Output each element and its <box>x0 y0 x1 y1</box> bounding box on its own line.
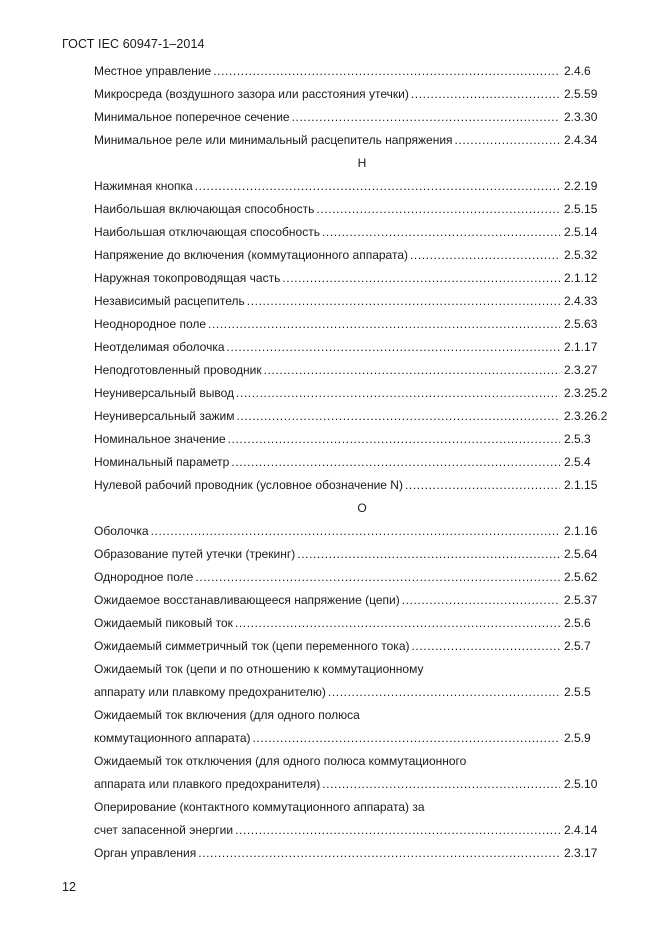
dot-leader <box>282 267 560 290</box>
index-entry <box>94 451 612 474</box>
index-entry <box>94 773 612 796</box>
dot-leader <box>322 221 560 244</box>
dot-leader <box>198 842 560 865</box>
dot-leader <box>228 428 560 451</box>
index-term: Нажимная кнопка <box>94 179 193 193</box>
index-reference: 2.5.62 <box>564 570 598 584</box>
index-reference: 2.4.33 <box>564 294 598 308</box>
index-term: Минимальное поперечное сечение <box>94 110 290 124</box>
index-entry-continued-term: Ожидаемый ток включения (для одного полюса <box>94 708 360 722</box>
index-entry <box>94 727 612 750</box>
index-entry <box>94 198 612 221</box>
dot-leader <box>292 106 560 129</box>
index-entry <box>94 175 612 198</box>
dot-leader <box>411 83 560 106</box>
section-letter-heading: О <box>357 501 367 515</box>
index-term: Однородное поле <box>94 570 194 584</box>
index-reference: 2.3.17 <box>564 846 598 860</box>
dot-leader <box>297 543 560 566</box>
index-term: Ожидаемый симметричный ток (цепи переменного тока) <box>94 639 410 653</box>
index-term: Ожидаемый пиковый ток <box>94 616 233 630</box>
index-reference: 2.1.12 <box>564 271 598 285</box>
index-term: коммутационного аппарата) <box>94 731 251 745</box>
document-header: ГОСТ IEC 60947-1–2014 <box>62 37 205 51</box>
dot-leader <box>227 336 560 359</box>
index-term: Местное управление <box>94 64 212 78</box>
index-entry-continued-term: Ожидаемый ток отключения (для одного полюса коммутационного <box>94 754 467 768</box>
index-entry <box>94 106 612 129</box>
index-reference: 2.5.6 <box>564 616 591 630</box>
index-reference: 2.3.27 <box>564 363 598 377</box>
index-term: Неотделимая оболочка <box>94 340 225 354</box>
index-reference: 2.3.30 <box>564 110 598 124</box>
index-reference: 2.5.4 <box>564 455 591 469</box>
index-entry <box>94 129 612 152</box>
dot-leader <box>322 773 560 796</box>
index-term: Напряжение до включения (коммутационного аппарата) <box>94 248 408 262</box>
index-entry <box>94 520 612 543</box>
index-reference: 2.5.15 <box>564 202 598 216</box>
index-entry <box>94 612 612 635</box>
index-term: аппарата или плавкого предохранителя) <box>94 777 321 791</box>
dot-leader <box>316 198 560 221</box>
index-reference: 2.1.17 <box>564 340 598 354</box>
index-entry-continued-term: Оперирование (контактного коммутационного аппарата) за <box>94 800 425 814</box>
index-term: Нулевой рабочий проводник (условное обозначение N) <box>94 478 403 492</box>
index-reference: 2.5.37 <box>564 593 598 607</box>
dot-leader <box>253 727 561 750</box>
index-term: Номинальное значение <box>94 432 226 446</box>
index-reference: 2.5.3 <box>564 432 591 446</box>
index-reference: 2.4.34 <box>564 133 598 147</box>
index-reference: 2.1.16 <box>564 524 598 538</box>
section-letter-heading: Н <box>357 156 367 170</box>
dot-leader <box>231 451 560 474</box>
index-reference: 2.5.64 <box>564 547 598 561</box>
index-term: Номинальный параметр <box>94 455 230 469</box>
index-term: Ожидаемое восстанавливающееся напряжение (цепи) <box>94 593 400 607</box>
dot-leader <box>410 244 560 267</box>
dot-leader <box>213 60 560 83</box>
index-reference: 2.4.6 <box>564 64 591 78</box>
dot-leader <box>195 175 560 198</box>
index-entry <box>94 566 612 589</box>
index-term: Орган управления <box>94 846 197 860</box>
index-entry-continued-term: Ожидаемый ток (цепи и по отношению к коммутационному <box>94 662 424 676</box>
dot-leader <box>235 612 560 635</box>
index-reference: 2.5.14 <box>564 225 598 239</box>
dot-leader <box>455 129 560 152</box>
index-term: Неуниверсальный вывод <box>94 386 234 400</box>
dot-leader <box>264 359 560 382</box>
page-number: 12 <box>62 880 76 894</box>
index-term: Минимальное реле или минимальный расцепитель напряжения <box>94 133 453 147</box>
index-term: Микросреда (воздушного зазора или расстояния утечки) <box>94 87 409 101</box>
index-entry <box>94 405 612 428</box>
index-term: Наибольшая отключающая способность <box>94 225 320 239</box>
dot-leader <box>405 474 560 497</box>
index-entry <box>94 267 612 290</box>
index-entry <box>94 589 612 612</box>
index-entry <box>94 83 612 106</box>
index-entry <box>94 313 612 336</box>
dot-leader <box>402 589 560 612</box>
index-term: Неоднородное поле <box>94 317 207 331</box>
index-entry <box>94 474 612 497</box>
index-entry <box>94 819 612 842</box>
index-reference: 2.1.15 <box>564 478 598 492</box>
index-reference: 2.5.5 <box>564 685 591 699</box>
dot-leader <box>328 681 560 704</box>
index-entry <box>94 382 612 405</box>
dot-leader <box>236 382 560 405</box>
index-entry <box>94 428 612 451</box>
index-term: Независимый расцепитель <box>94 294 245 308</box>
index-entry <box>94 359 612 382</box>
index-term: Наружная токопроводящая часть <box>94 271 281 285</box>
dot-leader <box>151 520 560 543</box>
index-reference: 2.4.14 <box>564 823 598 837</box>
index-reference: 2.5.7 <box>564 639 591 653</box>
index-reference: 2.5.63 <box>564 317 598 331</box>
index-reference: 2.3.26.2 <box>564 409 608 423</box>
index-reference: 2.5.59 <box>564 87 598 101</box>
index-term: Неуниверсальный зажим <box>94 409 235 423</box>
index-entry <box>94 543 612 566</box>
index-entry <box>94 221 612 244</box>
index-term: Наибольшая включающая способность <box>94 202 315 216</box>
term-index-list <box>94 60 612 865</box>
dot-leader <box>235 819 560 842</box>
index-term: счет запасенной энергии <box>94 823 234 837</box>
index-reference: 2.5.32 <box>564 248 598 262</box>
index-reference: 2.2.19 <box>564 179 598 193</box>
index-reference: 2.5.10 <box>564 777 598 791</box>
index-entry <box>94 635 612 658</box>
index-entry <box>94 336 612 359</box>
dot-leader <box>195 566 560 589</box>
index-entry <box>94 842 612 865</box>
index-entry <box>94 681 612 704</box>
index-reference: 2.3.25.2 <box>564 386 608 400</box>
index-entry <box>94 60 612 83</box>
dot-leader <box>247 290 560 313</box>
dot-leader <box>237 405 561 428</box>
dot-leader <box>412 635 561 658</box>
index-reference: 2.5.9 <box>564 731 591 745</box>
dot-leader <box>208 313 560 336</box>
index-term: аппарату или плавкому предохранителю) <box>94 685 326 699</box>
index-term: Оболочка <box>94 524 149 538</box>
index-entry <box>94 244 612 267</box>
index-entry <box>94 290 612 313</box>
index-term: Образование путей утечки (трекинг) <box>94 547 296 561</box>
index-term: Неподготовленный проводник <box>94 363 262 377</box>
